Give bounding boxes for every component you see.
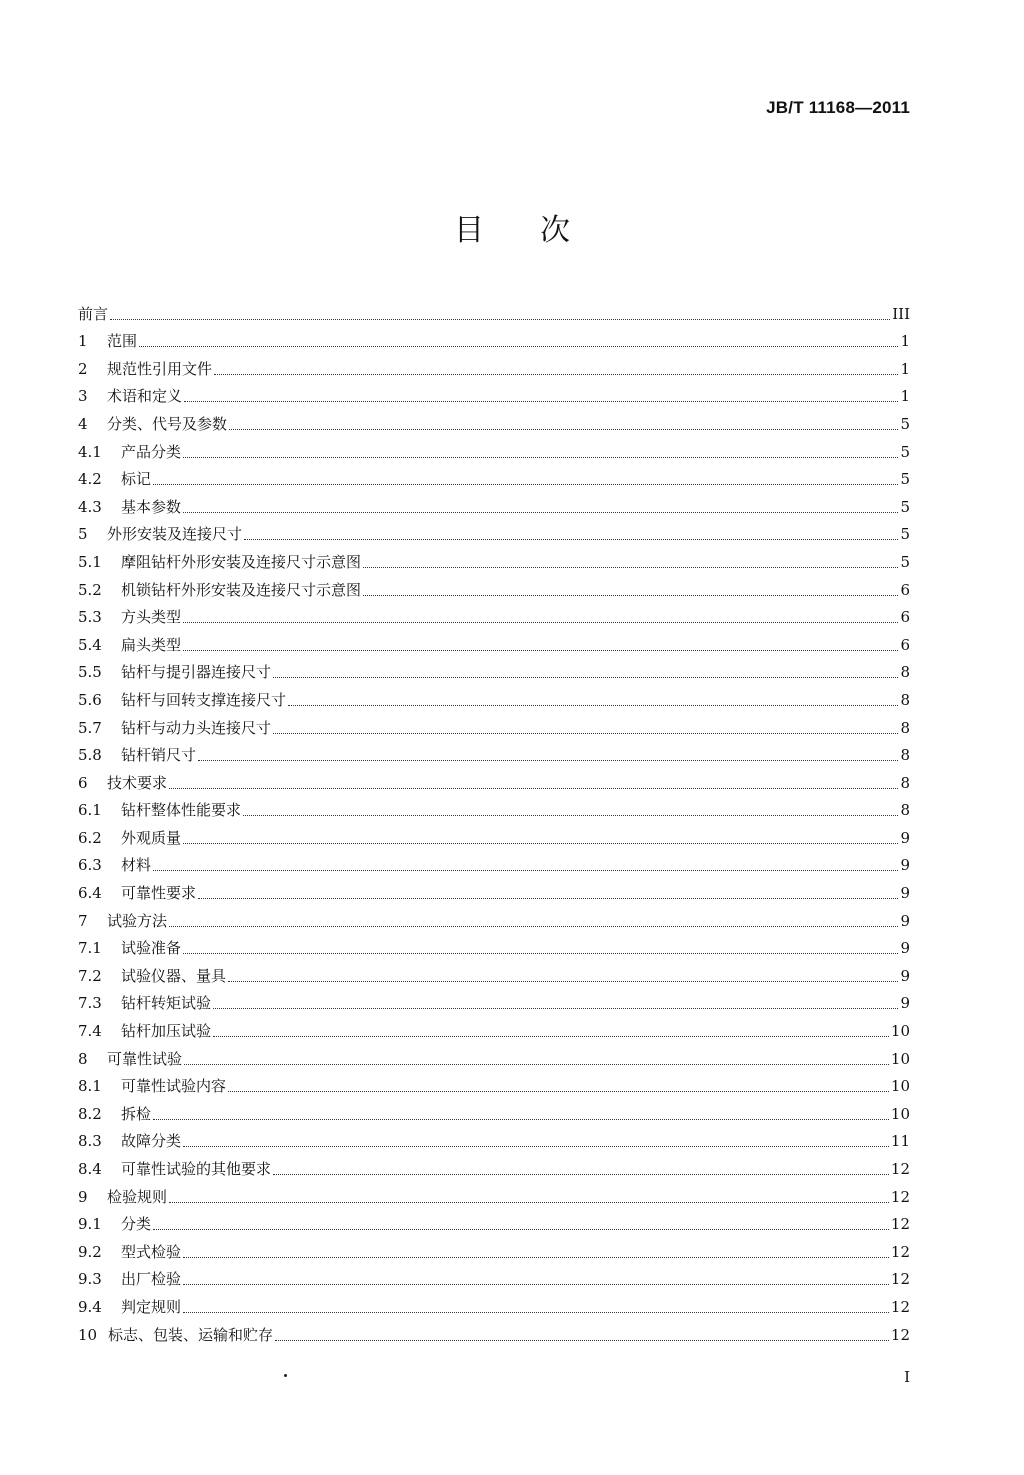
toc-entry-number: 5.3	[78, 608, 102, 627]
toc-entry-title: 机锁钻杆外形安装及连接尺寸示意图	[121, 580, 362, 599]
toc-entry-number: 4.1	[78, 442, 102, 461]
toc-entry-title: 可靠性试验	[107, 1049, 183, 1068]
toc-leader-dots	[363, 594, 898, 596]
toc-entry[interactable]	[78, 682, 910, 710]
toc-entry[interactable]	[78, 848, 910, 876]
toc-entry-title: 钻杆与回转支撑连接尺寸	[121, 690, 287, 709]
toc-title-char-2: 次	[540, 213, 570, 248]
toc-entry[interactable]	[78, 600, 910, 628]
toc-entry-title: 分类	[121, 1215, 152, 1234]
toc-entry-number: 3	[78, 387, 88, 406]
toc-entry[interactable]	[78, 793, 910, 821]
toc-entry-page: 9	[900, 966, 910, 985]
toc-entry-title: 方头类型	[121, 608, 182, 627]
toc-leader-dots	[183, 952, 898, 954]
toc-entry-title: 规范性引用文件	[107, 359, 213, 378]
toc-entry-title: 钻杆加压试验	[121, 1022, 212, 1041]
toc-entry[interactable]	[78, 986, 910, 1014]
toc-entry-page: 8	[900, 690, 910, 709]
toc-entry-title: 可靠性要求	[121, 884, 197, 903]
toc-entry-title: 扁头类型	[121, 635, 182, 654]
toc-leader-dots	[169, 925, 898, 927]
toc-entry-page: 12	[890, 1242, 910, 1261]
toc-leader-dots	[229, 428, 898, 430]
toc-entry-title: 范围	[107, 332, 138, 351]
toc-entry-number: 1	[78, 332, 88, 351]
toc-entry-title: 材料	[121, 856, 152, 875]
toc-entry-page: 8	[900, 773, 910, 792]
toc-entry[interactable]	[78, 351, 910, 379]
toc-entry-title: 检验规则	[107, 1187, 168, 1206]
toc-entry-page: 9	[900, 939, 910, 958]
toc-entry-number: 6.4	[78, 884, 102, 903]
toc-entry[interactable]	[78, 765, 910, 793]
toc-leader-dots	[169, 787, 898, 789]
toc-leader-dots	[183, 649, 898, 651]
toc-entry-page: 9	[900, 911, 910, 930]
toc-entry-title: 型式检验	[121, 1242, 182, 1261]
toc-entry[interactable]	[78, 1317, 910, 1345]
toc-leader-dots	[228, 980, 898, 982]
document-code: JB/T 11168—2011	[766, 98, 910, 117]
toc-entry-page: 12	[890, 1160, 910, 1178]
toc-entry[interactable]	[78, 1124, 910, 1152]
toc-entry-title: 判定规则	[121, 1297, 182, 1316]
toc-entry-title: 出厂检验	[121, 1270, 182, 1289]
toc-entry-title: 基本参数	[121, 497, 182, 516]
toc-entry-page: 10	[890, 1049, 910, 1068]
toc-leader-dots	[288, 704, 898, 706]
toc-entry-title: 摩阻钻杆外形安装及连接尺寸示意图	[121, 552, 362, 571]
toc-entry[interactable]	[78, 572, 910, 600]
toc-entry-page: 9	[900, 884, 910, 903]
toc-entry-number: 8.3	[78, 1132, 102, 1151]
toc-entry-page: 11	[890, 1132, 910, 1151]
toc-leader-dots	[243, 814, 898, 816]
toc-entry[interactable]	[78, 655, 910, 683]
toc-entry-number: 7.1	[78, 939, 102, 958]
toc-entry-title: 外观质量	[121, 828, 182, 847]
toc-entry[interactable]	[78, 1234, 910, 1262]
toc-entry-page: 6	[900, 635, 910, 654]
toc-entry-page: 12	[890, 1325, 910, 1344]
toc-entry-title: 产品分类	[121, 442, 182, 461]
toc-leader-dots	[153, 483, 898, 485]
page-number: I	[904, 1368, 910, 1386]
toc-entry-title: 分类、代号及参数	[107, 414, 228, 433]
toc-leader-dots	[213, 1035, 889, 1037]
toc-leader-dots	[198, 897, 898, 899]
toc-leader-dots	[110, 318, 890, 320]
toc-entry[interactable]	[78, 1013, 910, 1041]
toc-entry-page: 10	[890, 1077, 910, 1096]
toc-entry-number: 10	[78, 1325, 98, 1344]
toc-title	[0, 205, 1024, 249]
toc-entry-title: 标记	[121, 470, 152, 489]
toc-entry-page: 12	[890, 1297, 910, 1316]
toc-entry-page: 5	[900, 525, 910, 544]
toc-entry[interactable]	[78, 406, 910, 434]
toc-leader-dots	[153, 869, 898, 871]
toc-leader-dots	[213, 1007, 898, 1009]
toc-entry-page: 12	[890, 1187, 910, 1206]
toc-entry-page: 10	[890, 1104, 910, 1123]
toc-entry-page: 8	[900, 718, 910, 737]
toc-leader-dots	[184, 1063, 889, 1065]
toc-entry-page: 9	[900, 828, 910, 847]
toc-entry-title: 试验仪器、量具	[121, 966, 227, 985]
toc-leader-dots	[228, 1090, 889, 1092]
toc-entry-number: 4	[78, 414, 88, 433]
toc-entry-number: 8.1	[78, 1077, 102, 1096]
toc-entry[interactable]	[78, 544, 910, 572]
toc-entry[interactable]	[78, 931, 910, 959]
toc-entry-number: 7.2	[78, 966, 102, 985]
toc-entry[interactable]	[78, 875, 910, 903]
toc-entry-number: 9.2	[78, 1242, 102, 1261]
toc-entry-title: 术语和定义	[107, 387, 183, 406]
toc-entry-number: 6.2	[78, 828, 102, 847]
toc-entry-page: 5	[900, 442, 910, 461]
toc-leader-dots	[183, 842, 898, 844]
toc-entry-title: 钻杆转矩试验	[121, 994, 212, 1013]
scan-speck	[284, 1374, 287, 1377]
toc-entry-number: 4.3	[78, 497, 102, 516]
toc-entry-number: 5.6	[78, 690, 102, 709]
toc-entry-page: 12	[890, 1215, 910, 1234]
toc-entry-number: 2	[78, 359, 88, 378]
toc-entry-title: 拆检	[121, 1104, 152, 1123]
toc-leader-dots	[273, 732, 898, 734]
toc-leader-dots	[275, 1339, 889, 1341]
toc-entry-title: 钻杆销尺寸	[121, 746, 197, 765]
toc-entry-number: 5.8	[78, 746, 102, 765]
toc-entry[interactable]	[78, 324, 910, 352]
toc-leader-dots	[153, 1118, 889, 1120]
toc-leader-dots	[363, 566, 898, 568]
toc-entry-number: 9.1	[78, 1215, 102, 1234]
toc-entry[interactable]	[78, 820, 910, 848]
toc-entry[interactable]	[78, 710, 910, 738]
toc-entry[interactable]	[78, 1207, 910, 1235]
toc-entry-number: 6.1	[78, 801, 102, 820]
toc-leader-dots	[184, 400, 898, 402]
toc-entry-number: 5.5	[78, 663, 102, 682]
toc-entry-number: 7.3	[78, 994, 102, 1013]
toc-entry-page: 5	[900, 497, 910, 516]
toc-entry-title: 钻杆与提引器连接尺寸	[121, 663, 272, 682]
toc-entry-page: 8	[900, 663, 910, 682]
toc-entry-page: 5	[900, 470, 910, 489]
toc-entry-title: 故障分类	[121, 1132, 182, 1151]
toc-entry-number: 9	[78, 1187, 88, 1206]
toc-entry-page: 1	[900, 332, 910, 351]
toc-entry[interactable]	[78, 1069, 910, 1097]
toc-entry-number: 5.7	[78, 718, 102, 737]
toc-entry-page: 5	[900, 552, 910, 571]
toc-leader-dots	[153, 1228, 889, 1230]
toc-entry-number: 8.4	[78, 1160, 102, 1178]
toc-entry-title: 可靠性试验内容	[121, 1077, 227, 1096]
table-of-contents	[78, 296, 910, 1345]
toc-entry-number: 5	[78, 525, 88, 544]
toc-entry-page: 12	[890, 1270, 910, 1289]
toc-entry-page: 5	[900, 414, 910, 433]
toc-leader-dots	[183, 1145, 889, 1147]
toc-entry[interactable]	[78, 517, 910, 545]
toc-entry[interactable]	[78, 1151, 910, 1179]
toc-entry[interactable]	[78, 1179, 910, 1207]
toc-entry[interactable]	[78, 738, 910, 766]
toc-entry[interactable]	[78, 462, 910, 490]
toc-entry[interactable]	[78, 1096, 910, 1124]
toc-entry-title: 试验方法	[107, 911, 168, 930]
toc-entry-title: 前言	[78, 304, 109, 323]
toc-entry-number: 5.4	[78, 635, 102, 654]
toc-entry[interactable]	[78, 379, 910, 407]
toc-entry-page: 6	[900, 608, 910, 627]
toc-entry[interactable]	[78, 1289, 910, 1317]
toc-entry-number: 8.2	[78, 1104, 102, 1123]
toc-entry-number: 4.2	[78, 470, 102, 489]
toc-entry-page: 8	[900, 746, 910, 765]
toc-entry-number: 7.4	[78, 1022, 102, 1041]
toc-entry-number: 6.3	[78, 856, 102, 875]
toc-leader-dots	[214, 373, 898, 375]
toc-entry-page: 9	[900, 994, 910, 1013]
toc-leader-dots	[183, 511, 898, 513]
toc-leader-dots	[183, 621, 898, 623]
toc-entry-title: 可靠性试验的其他要求	[121, 1160, 272, 1178]
toc-entry-number: 5.2	[78, 580, 102, 599]
toc-entry[interactable]	[78, 903, 910, 931]
toc-entry-number: 9.4	[78, 1297, 102, 1316]
toc-leader-dots	[273, 1173, 889, 1175]
toc-entry-title: 钻杆整体性能要求	[121, 801, 242, 820]
toc-leader-dots	[183, 1283, 889, 1285]
toc-leader-dots	[139, 345, 898, 347]
toc-leader-dots	[183, 456, 898, 458]
toc-entry-number: 8	[78, 1049, 88, 1068]
toc-leader-dots	[273, 676, 898, 678]
toc-entry-title: 外形安装及连接尺寸	[107, 525, 243, 544]
toc-entry[interactable]	[78, 958, 910, 986]
toc-leader-dots	[183, 1256, 889, 1258]
toc-entry-number: 9.3	[78, 1270, 102, 1289]
toc-leader-dots	[198, 759, 898, 761]
toc-entry[interactable]	[78, 489, 910, 517]
toc-entry-title: 钻杆与动力头连接尺寸	[121, 718, 272, 737]
toc-entry-page: 8	[900, 801, 910, 820]
toc-entry-page: III	[892, 304, 910, 323]
toc-title-char-1: 目	[454, 213, 484, 248]
toc-entry-number: 5.1	[78, 552, 102, 571]
toc-leader-dots	[183, 1311, 889, 1313]
toc-entry[interactable]	[78, 296, 910, 324]
toc-entry[interactable]	[78, 1041, 910, 1069]
toc-entry-page: 9	[900, 856, 910, 875]
toc-entry-title: 试验准备	[121, 939, 182, 958]
toc-entry-number: 7	[78, 911, 88, 930]
toc-entry-title: 技术要求	[107, 773, 168, 792]
toc-entry[interactable]	[78, 627, 910, 655]
toc-entry-page: 1	[900, 387, 910, 406]
toc-leader-dots	[169, 1201, 889, 1203]
toc-leader-dots	[244, 538, 898, 540]
toc-entry-page: 6	[900, 580, 910, 599]
toc-entry-page: 10	[890, 1022, 910, 1041]
toc-entry[interactable]	[78, 1262, 910, 1290]
toc-entry-title: 标志、包装、运输和贮存	[108, 1325, 274, 1344]
toc-entry-number: 6	[78, 773, 88, 792]
toc-entry[interactable]	[78, 434, 910, 462]
toc-entry-page: 1	[900, 359, 910, 378]
